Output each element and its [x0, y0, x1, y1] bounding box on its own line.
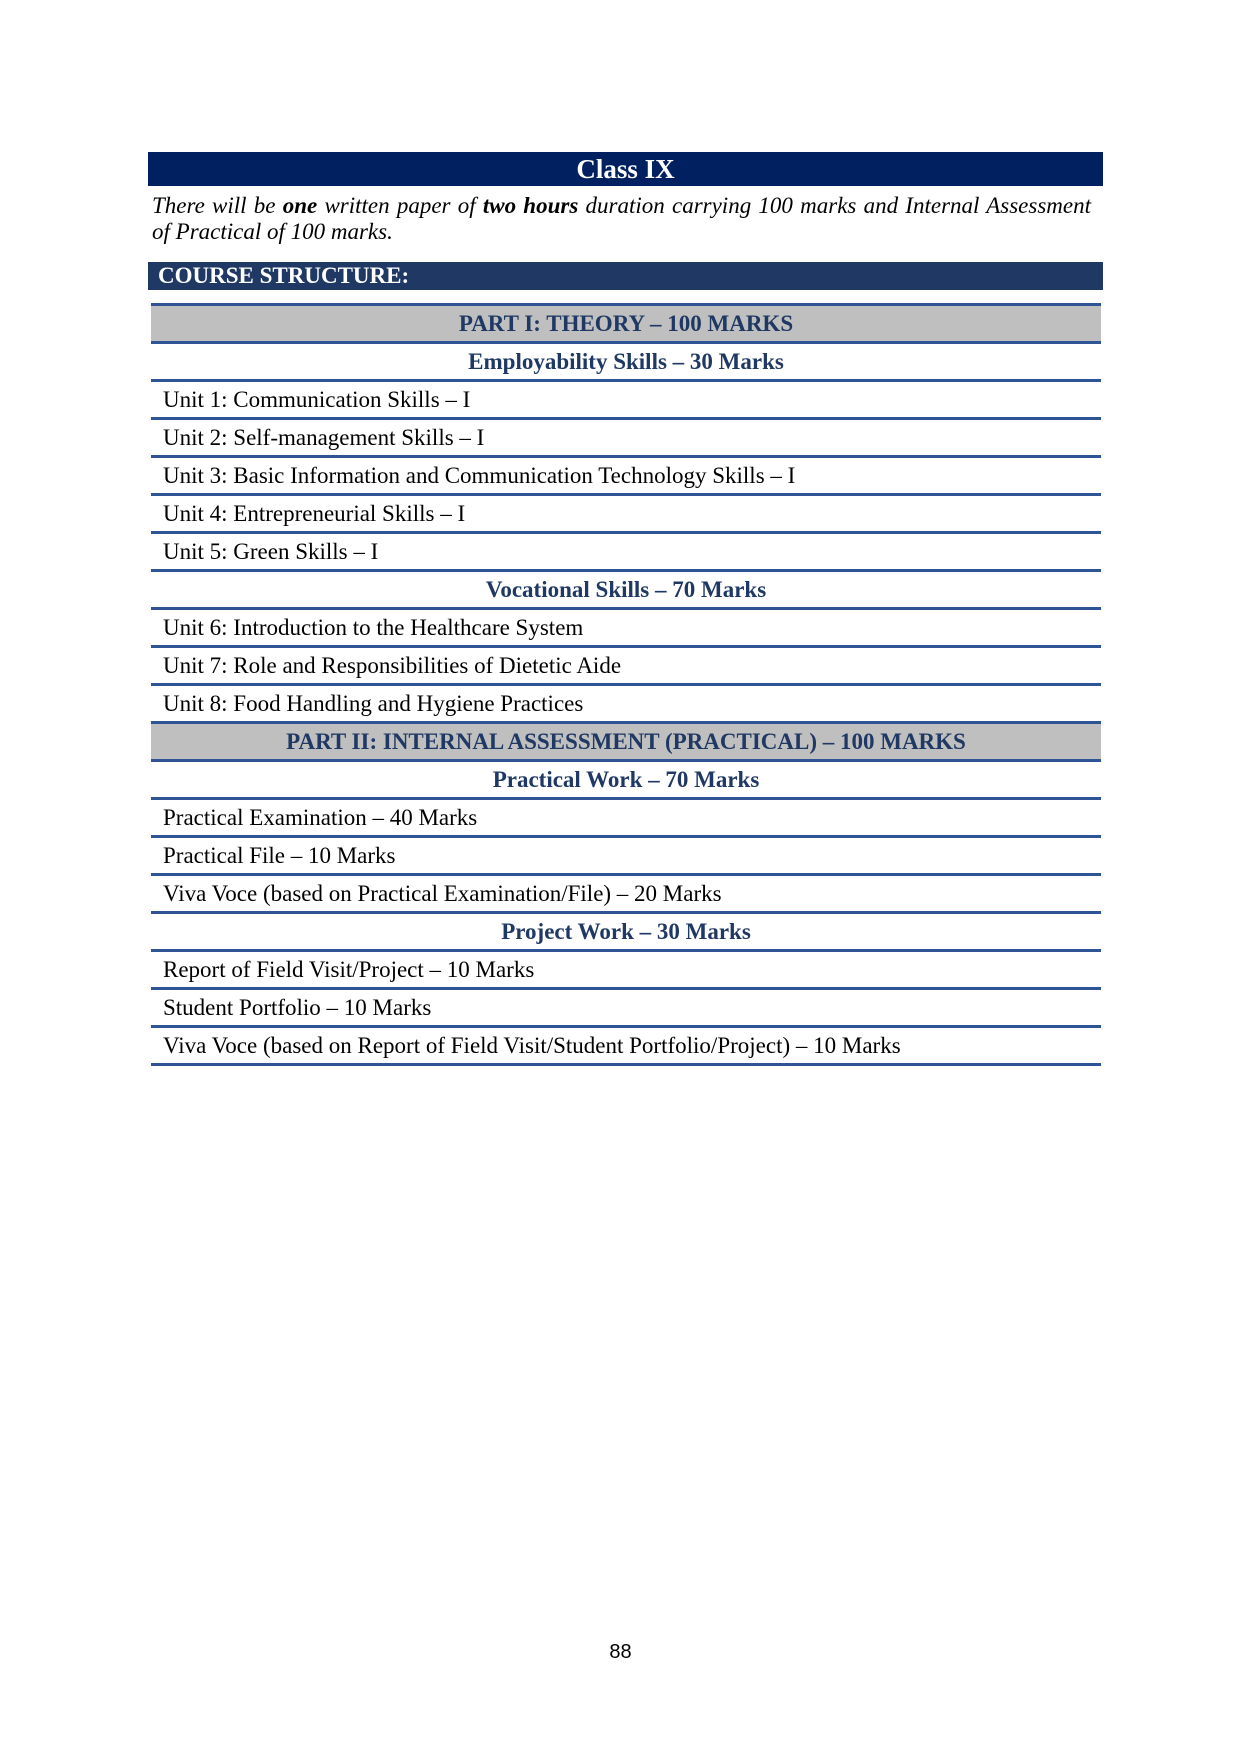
unit-row: Unit 5: Green Skills – I [151, 534, 1101, 572]
assessment-row: Viva Voce (based on Practical Examination/File) – 20 Marks [151, 876, 1101, 914]
intro-text-1: There will be [152, 193, 283, 218]
intro-paragraph [152, 193, 1091, 245]
intro-text-3: duration carrying 100 marks and Internal Assessment of Practical of 100 marks. [152, 193, 1091, 244]
intro-text-2: written paper of [317, 193, 483, 218]
part2-internal-assessment-header: PART II: INTERNAL ASSESSMENT (PRACTICAL) – 100 MARKS [151, 724, 1101, 762]
intro-emphasis-duration: two hours [482, 193, 579, 218]
class-title: Class IX [148, 152, 1103, 186]
project-work-header: Project Work – 30 Marks [151, 914, 1101, 952]
assessment-row: Report of Field Visit/Project – 10 Marks [151, 952, 1101, 990]
unit-row: Unit 6: Introduction to the Healthcare System [151, 610, 1101, 648]
course-structure-table [151, 303, 1101, 1066]
unit-row: Unit 3: Basic Information and Communication Technology Skills – I [151, 458, 1101, 496]
vocational-skills-header: Vocational Skills – 70 Marks [151, 572, 1101, 610]
unit-row: Unit 7: Role and Responsibilities of Dietetic Aide [151, 648, 1101, 686]
unit-row: Unit 2: Self-management Skills – I [151, 420, 1101, 458]
intro-emphasis-one: one [282, 193, 318, 218]
assessment-row: Practical Examination – 40 Marks [151, 800, 1101, 838]
unit-row: Unit 1: Communication Skills – I [151, 382, 1101, 420]
part1-theory-header: PART I: THEORY – 100 MARKS [151, 306, 1101, 344]
course-structure-heading: COURSE STRUCTURE: [148, 262, 1103, 290]
page-number: 88 [609, 1641, 632, 1663]
unit-row: Unit 8: Food Handling and Hygiene Practices [151, 686, 1101, 724]
assessment-row: Student Portfolio – 10 Marks [151, 990, 1101, 1028]
practical-work-header: Practical Work – 70 Marks [151, 762, 1101, 800]
unit-row: Unit 4: Entrepreneurial Skills – I [151, 496, 1101, 534]
assessment-row: Viva Voce (based on Report of Field Visit/Student Portfolio/Project) – 10 Marks [151, 1028, 1101, 1066]
employability-skills-header: Employability Skills – 30 Marks [151, 344, 1101, 382]
assessment-row: Practical File – 10 Marks [151, 838, 1101, 876]
